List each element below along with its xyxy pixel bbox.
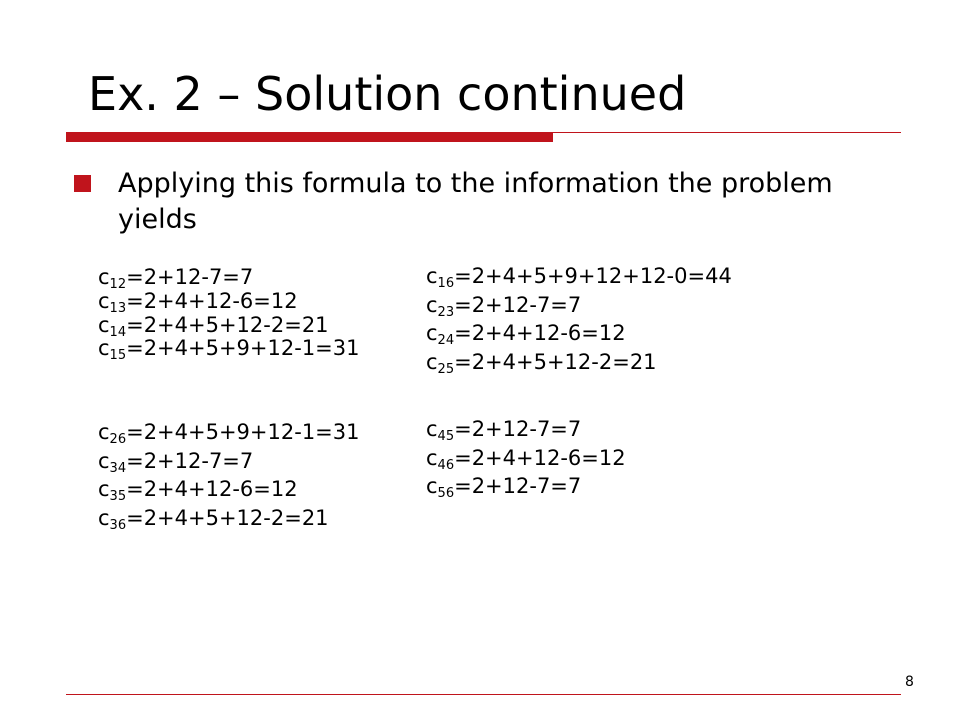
equation-c46: $c_{46}=2+4+12-6=12$ bbox=[426, 446, 626, 473]
equation-c36: $c_{36}=2+4+5+12-2=21$ bbox=[98, 506, 329, 533]
equation-c16: $c_{16}=2+4+5+9+12+12-0=44$ bbox=[426, 264, 732, 291]
equation-c13: $c_{13}=2+4+12-6=12$ bbox=[98, 289, 298, 316]
equation-c14: $c_{14}=2+4+5+12-2=21$ bbox=[98, 313, 329, 340]
equation-c25: $c_{25}=2+4+5+12-2=21$ bbox=[426, 350, 657, 377]
title-underline-accent bbox=[66, 132, 553, 142]
equation-c26: $c_{26}=2+4+5+9+12-1=31$ bbox=[98, 420, 360, 447]
page-number: 8 bbox=[905, 674, 914, 690]
equation-c23: $c_{23}=2+12-7=7$ bbox=[426, 293, 582, 320]
equation-c45: $c_{45}=2+12-7=7$ bbox=[426, 417, 582, 444]
footer-rule bbox=[66, 694, 901, 695]
equation-c24: $c_{24}=2+4+12-6=12$ bbox=[426, 321, 626, 348]
equation-c56: $c_{56}=2+12-7=7$ bbox=[426, 474, 582, 501]
bullet-text: Applying this formula to the information the problem yields bbox=[118, 168, 833, 235]
equation-c12: $c_{12}=2+12-7=7$ bbox=[98, 265, 254, 292]
equation-c15: $c_{15}=2+4+5+9+12-1=31$ bbox=[98, 336, 360, 363]
equation-c34: $c_{34}=2+12-7=7$ bbox=[98, 449, 254, 476]
slide-title: Ex. 2 – Solution continued bbox=[88, 67, 687, 121]
equation-c35: $c_{35}=2+4+12-6=12$ bbox=[98, 477, 298, 504]
square-bullet-icon bbox=[74, 175, 91, 192]
